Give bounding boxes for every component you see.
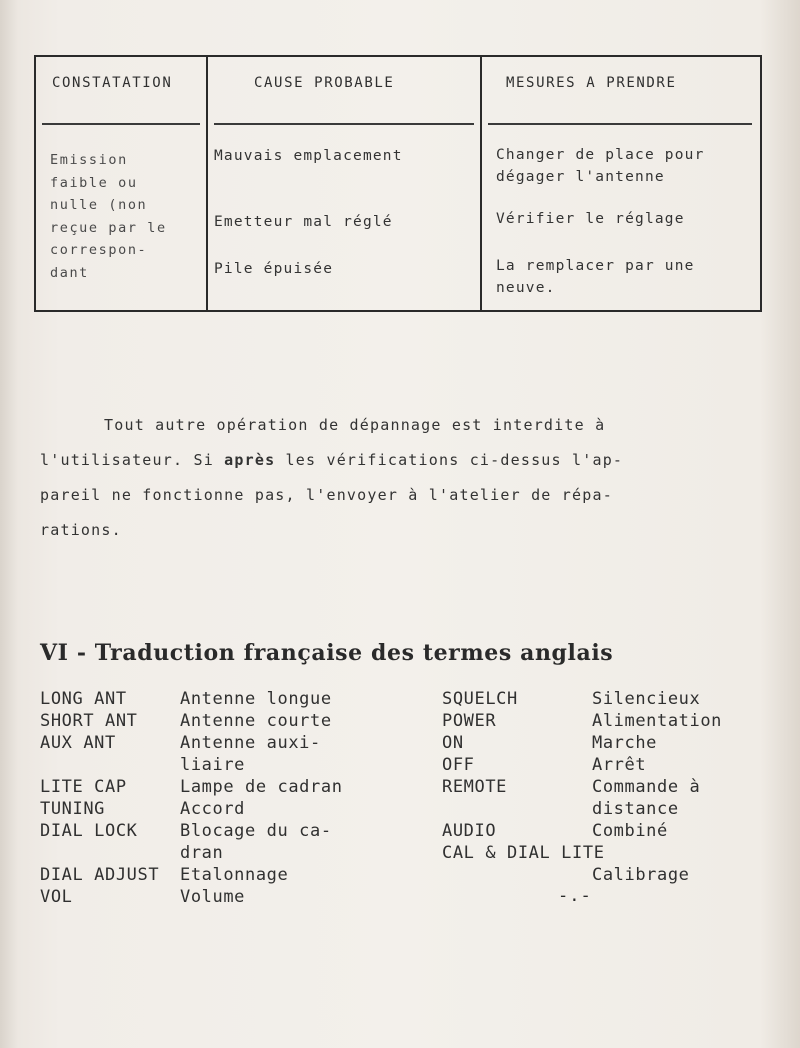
constatation-line: Emission xyxy=(50,152,128,168)
glossary-right xyxy=(442,688,772,898)
glossary-term: AUX ANT xyxy=(40,733,116,753)
paragraph-line: pareil ne fonctionne pas, l'envoyer à l'atelier de répa- xyxy=(40,486,613,504)
paragraph-line: Tout autre opération de dépannage est interdite à xyxy=(104,416,606,434)
mesure-cell xyxy=(496,144,758,188)
glossary-term: LITE CAP xyxy=(40,777,127,797)
glossary-definition: Antenne longue xyxy=(180,689,332,709)
glossary-definition: Arrêt xyxy=(592,755,647,775)
glossary-definition: Combiné xyxy=(592,821,668,841)
end-mark: -.- xyxy=(558,886,592,906)
glossary-definition: Alimentation xyxy=(592,711,723,731)
paragraph-line xyxy=(40,443,768,478)
header-mesures: MESURES A PRENDRE xyxy=(506,75,677,91)
warning-paragraph xyxy=(40,408,768,548)
cause-cell: Mauvais emplacement xyxy=(214,148,403,164)
glossary-term: LONG ANT xyxy=(40,689,127,709)
glossary-term: TUNING xyxy=(40,799,106,819)
mesure-cell xyxy=(496,255,758,299)
glossary-definition: distance xyxy=(592,799,679,819)
glossary-term: DIAL ADJUST xyxy=(40,865,160,885)
header-constatation: CONSTATATION xyxy=(52,75,173,91)
glossary-term: POWER xyxy=(442,711,497,731)
cause-cell: Emetteur mal réglé xyxy=(214,214,393,230)
glossary-definition: Blocage du ca- xyxy=(180,821,332,841)
paragraph-text: l'utilisateur. Si xyxy=(40,451,225,469)
mesure-cell xyxy=(496,208,685,230)
glossary-term: SHORT ANT xyxy=(40,711,138,731)
glossary-definition: Volume xyxy=(180,887,246,907)
glossary-term: DIAL LOCK xyxy=(40,821,138,841)
mesure-line: neuve. xyxy=(496,280,556,296)
constatation-line: dant xyxy=(50,264,89,281)
cause-cell: Pile épuisée xyxy=(214,261,334,277)
constatation-cell xyxy=(50,149,202,284)
glossary-term: REMOTE xyxy=(442,777,508,797)
mesure-line: Vérifier le réglage xyxy=(496,211,685,227)
column-divider xyxy=(480,57,482,310)
constatation-line: correspon- xyxy=(50,242,148,258)
glossary-definition: Lampe de cadran xyxy=(180,777,343,797)
glossary-term: OFF xyxy=(442,755,475,775)
mesure-line: Changer de place pour xyxy=(496,147,705,163)
mesure-line: dégager l'antenne xyxy=(496,169,665,185)
glossary-definition: Accord xyxy=(180,799,246,819)
header-underline xyxy=(488,123,752,125)
constatation-line: nulle (non xyxy=(50,197,148,213)
troubleshooting-table xyxy=(34,55,762,312)
glossary-definition: Antenne courte xyxy=(180,711,332,731)
glossary-definition: Antenne auxi- xyxy=(180,733,321,753)
paragraph-bold-word: après xyxy=(224,451,276,469)
glossary-definition: Marche xyxy=(592,733,658,753)
mesure-line: La remplacer par une xyxy=(496,258,695,274)
glossary-definition: liaire xyxy=(180,755,246,775)
paragraph-line: rations. xyxy=(40,521,122,539)
constatation-line: faible ou xyxy=(50,174,138,191)
glossary-term: CAL & DIAL LITE xyxy=(442,843,605,863)
glossary-left xyxy=(40,688,420,918)
section-title: VI - Traduction française des termes anglais xyxy=(40,640,614,666)
paragraph-text: les vérifications ci-dessus l'ap- xyxy=(275,451,624,469)
glossary-definition: Etalonnage xyxy=(180,865,289,885)
constatation-line: reçue par le xyxy=(50,219,167,236)
glossary-term: AUDIO xyxy=(442,821,497,841)
glossary-definition: Commande à xyxy=(592,777,701,797)
glossary-term: ON xyxy=(442,733,464,753)
header-underline xyxy=(214,123,474,125)
glossary-definition: dran xyxy=(180,843,224,863)
glossary-definition: Silencieux xyxy=(592,689,701,709)
glossary-term: VOL xyxy=(40,887,73,907)
header-cause-probable: CAUSE PROBABLE xyxy=(254,75,395,91)
column-divider xyxy=(206,57,208,310)
header-underline xyxy=(42,123,200,125)
glossary-term: SQUELCH xyxy=(442,689,518,709)
glossary-definition: Calibrage xyxy=(592,865,690,885)
